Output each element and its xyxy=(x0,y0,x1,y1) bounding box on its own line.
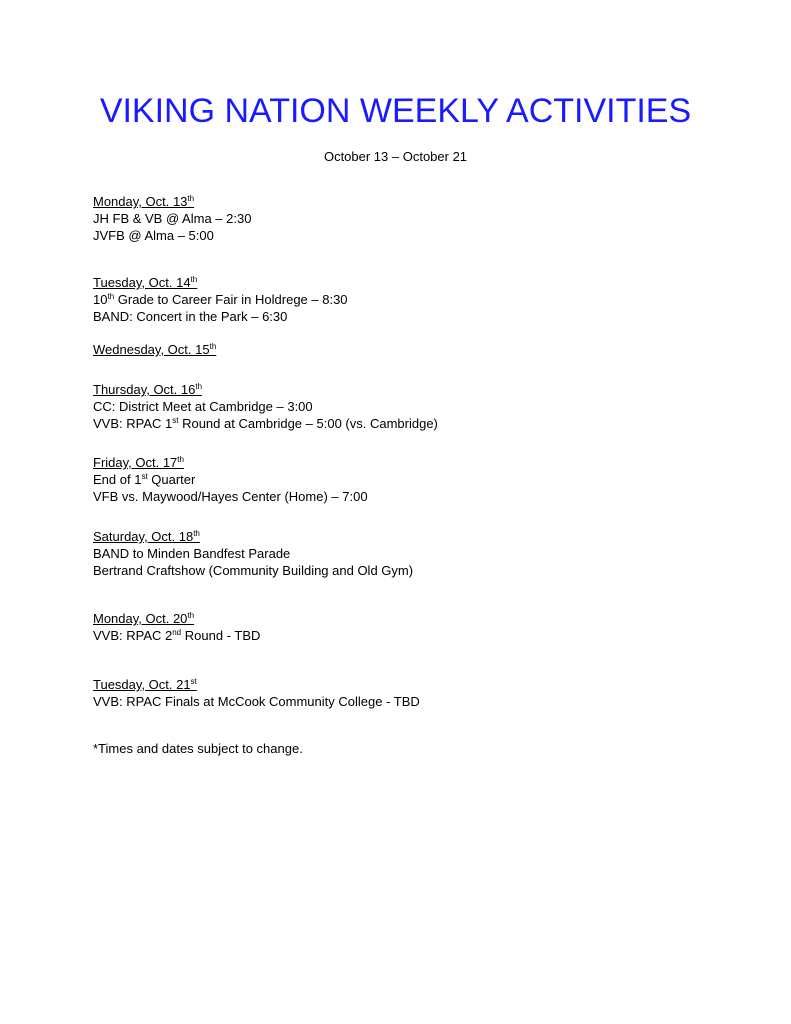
day-block xyxy=(93,610,260,644)
day-heading: Wednesday, Oct. 15th xyxy=(93,342,217,357)
event-item: BAND: Concert in the Park – 6:30 xyxy=(93,309,288,324)
day-block xyxy=(93,676,420,710)
event-item: VVB: RPAC 1st Round at Cambridge – 5:00 (vs. Cambridge) xyxy=(93,416,438,431)
event-item: 10th Grade to Career Fair in Holdrege – 8:30 xyxy=(93,292,348,307)
date-range: October 13 – October 21 xyxy=(323,149,468,164)
event-item: JH FB & VB @ Alma – 2:30 xyxy=(93,211,252,226)
day-block xyxy=(93,381,438,432)
day-block xyxy=(93,454,368,505)
event-item: CC: District Meet at Cambridge – 3:00 xyxy=(93,399,313,414)
day-block xyxy=(93,193,251,244)
event-item: VFB vs. Maywood/Hayes Center (Home) – 7:00 xyxy=(93,489,368,504)
day-block xyxy=(93,274,348,325)
event-item: JVFB @ Alma – 5:00 xyxy=(93,228,214,243)
page-title: VIKING NATION WEEKLY ACTIVITIES xyxy=(99,92,692,130)
day-heading: Saturday, Oct. 18th xyxy=(93,529,200,544)
day-heading: Monday, Oct. 20th xyxy=(93,611,195,626)
day-block xyxy=(93,341,216,358)
event-item: End of 1st Quarter xyxy=(93,472,196,487)
day-heading: Thursday, Oct. 16th xyxy=(93,382,203,397)
footnote: *Times and dates subject to change. xyxy=(93,741,303,756)
day-block xyxy=(93,528,413,579)
day-heading: Friday, Oct. 17th xyxy=(93,455,184,470)
event-item: VVB: RPAC 2nd Round - TBD xyxy=(93,628,261,643)
day-heading: Tuesday, Oct. 14th xyxy=(93,275,198,290)
day-heading: Monday, Oct. 13th xyxy=(93,194,195,209)
event-item: Bertrand Craftshow (Community Building and Old Gym) xyxy=(93,563,414,578)
day-heading: Tuesday, Oct. 21st xyxy=(93,677,197,692)
event-item: VVB: RPAC Finals at McCook Community College - TBD xyxy=(93,694,420,709)
event-item: BAND to Minden Bandfest Parade xyxy=(93,546,291,561)
